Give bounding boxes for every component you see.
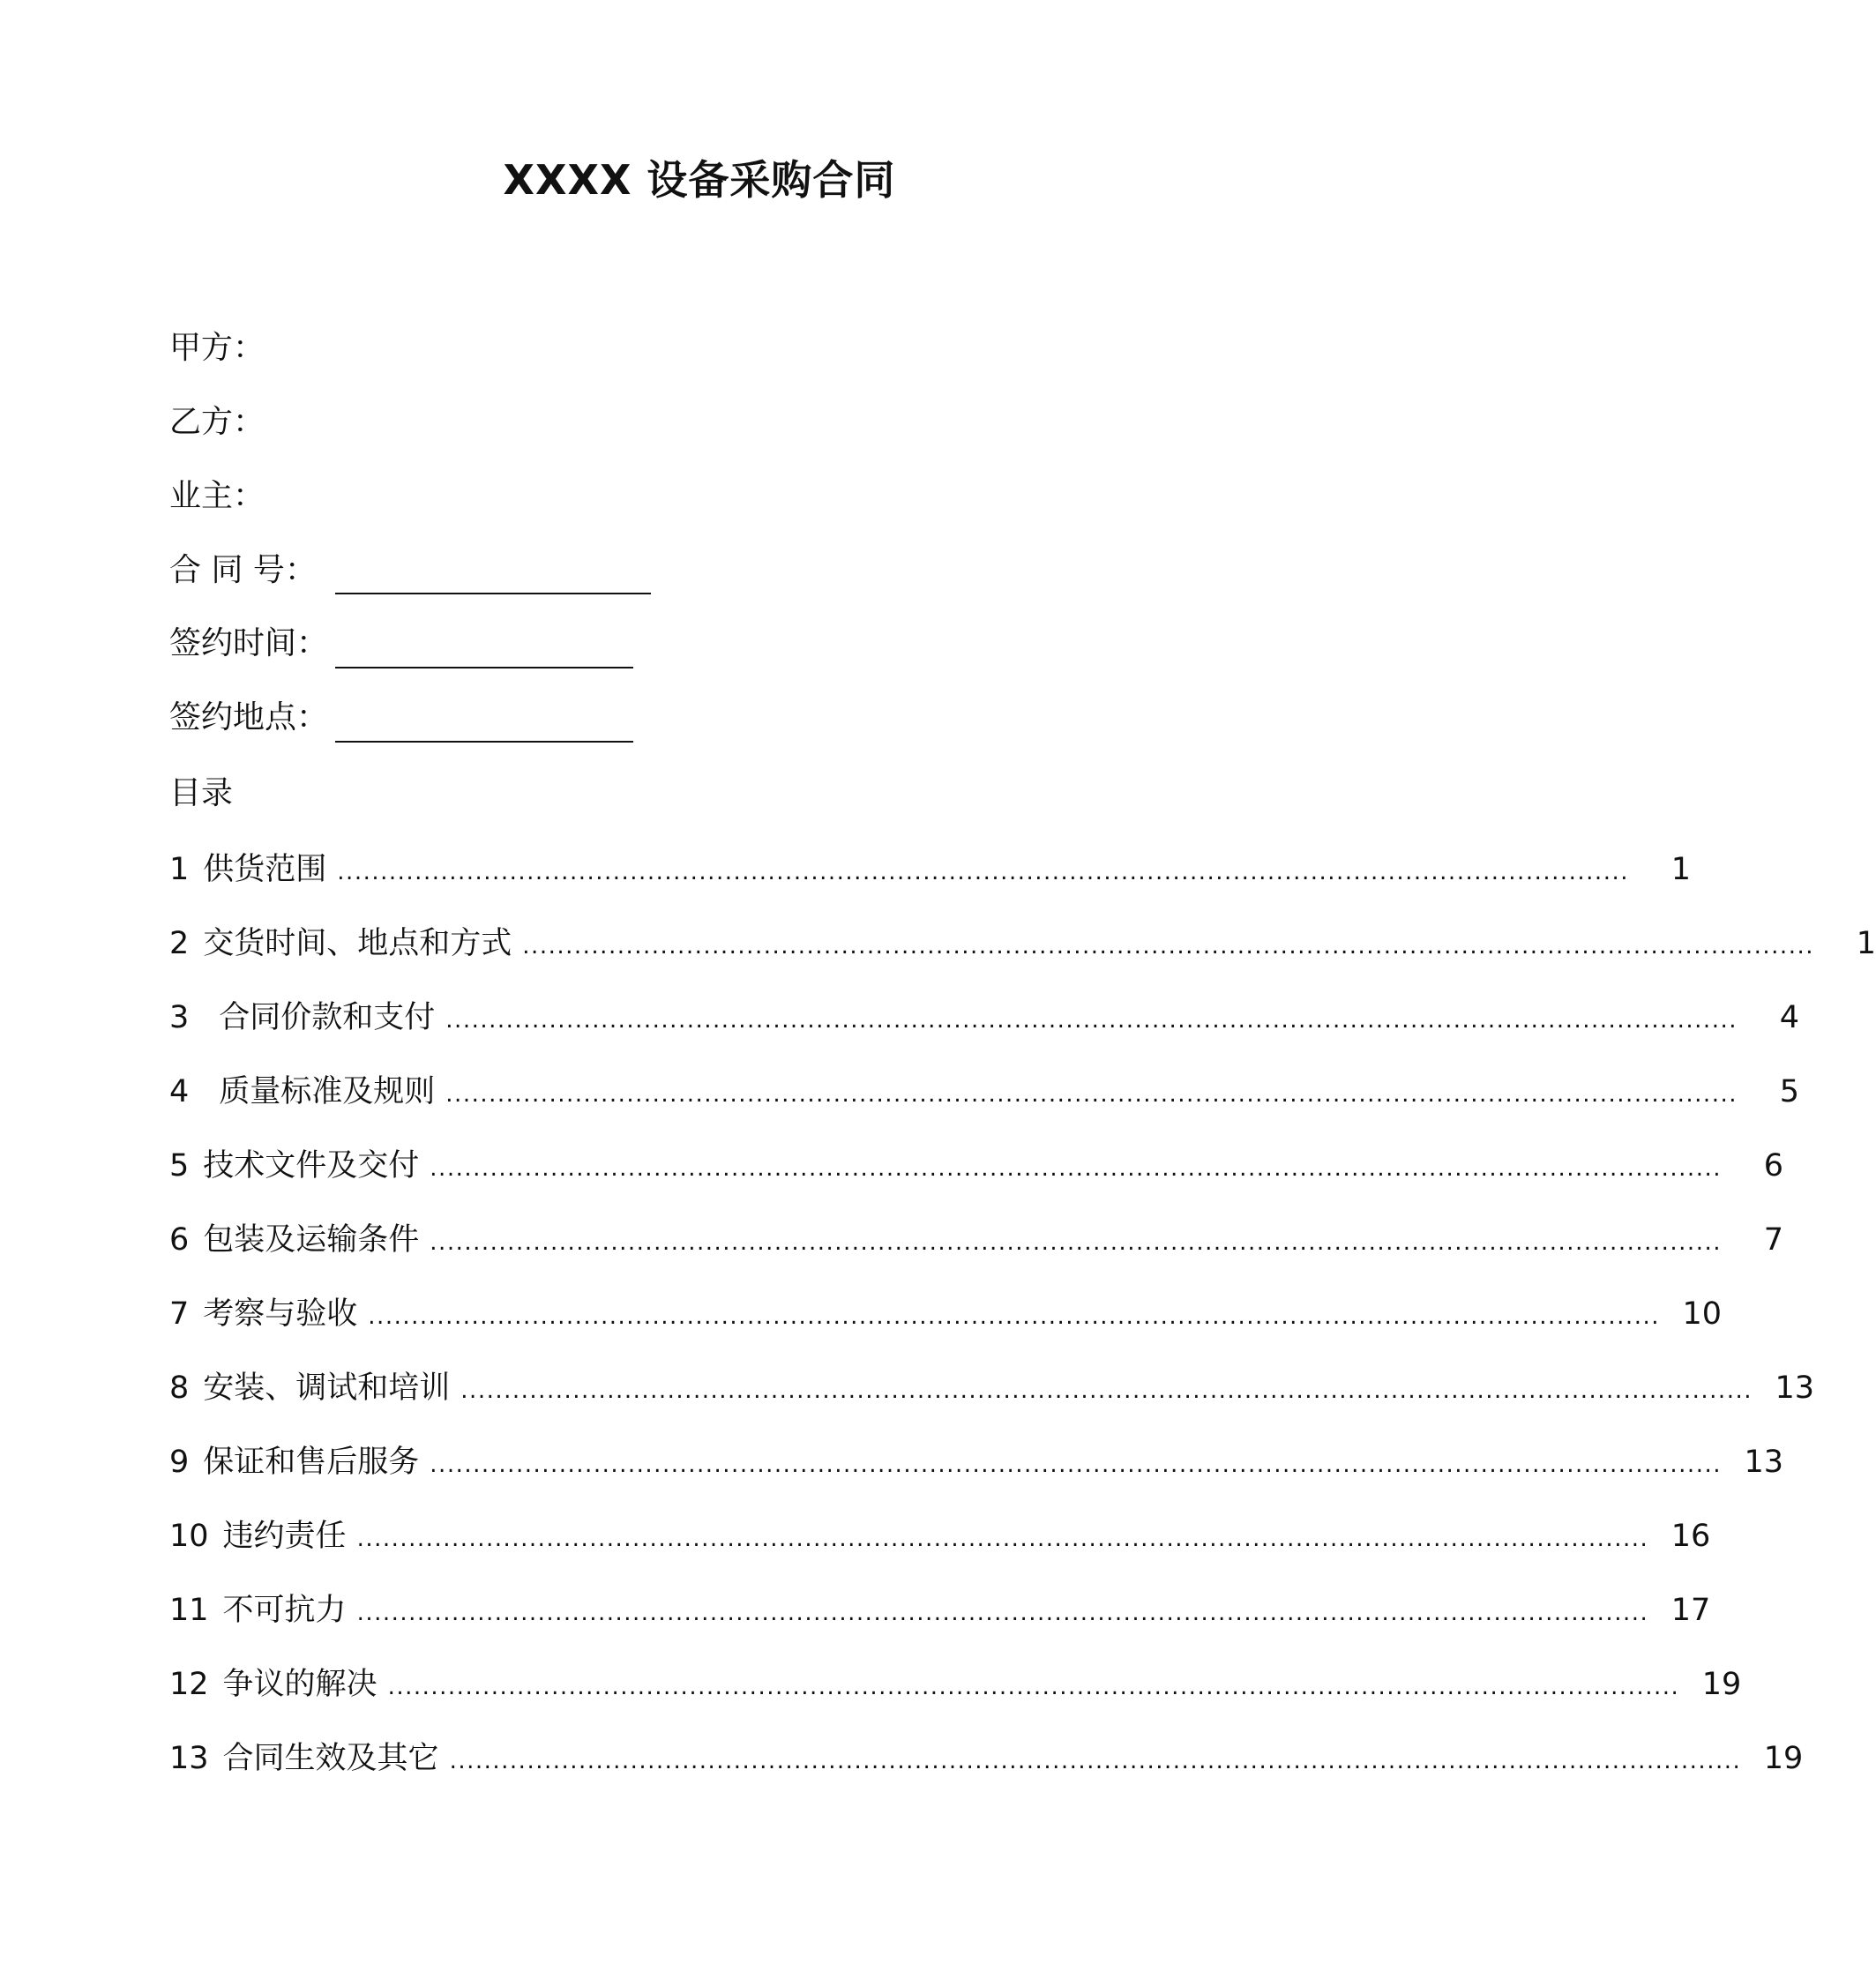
toc-entry-title: 不可抗力 (222, 1593, 347, 1628)
toc-dot-leader: ...................................................................................................................................................... (445, 1007, 1738, 1034)
toc-entry-page: 6 (1763, 1148, 1783, 1184)
toc-dot-leader: ...................................................................................................................................................... (430, 1452, 1722, 1478)
toc-entry-title: 争议的解决 (222, 1667, 377, 1702)
toc-entry[interactable] (169, 1221, 1783, 1295)
toc-entry-number: 6 (169, 1222, 190, 1258)
toc-entry-number: 1 (169, 852, 190, 887)
toc-dot-leader: ...................................................................................................................................................... (368, 1303, 1660, 1330)
toc-entry-number: 4 (169, 1074, 190, 1109)
toc-entry-number: 9 (169, 1445, 190, 1480)
toc-entry-page: 10 (1682, 1296, 1722, 1332)
party-b-field (169, 403, 265, 442)
toc-entry-page: 5 (1779, 1074, 1799, 1109)
party-a-field (169, 329, 265, 368)
sign-place-label: 签约地点： (169, 699, 329, 736)
toc-dot-leader: ...................................................................................................................................................... (522, 933, 1814, 960)
toc-entry-number: 5 (169, 1148, 190, 1184)
toc-entry-page: 19 (1701, 1667, 1742, 1702)
toc-entry[interactable] (169, 1665, 1742, 1739)
toc-dot-leader: ...................................................................................................................................................... (356, 1600, 1649, 1626)
toc-dot-leader: ...................................................................................................................................................... (356, 1526, 1649, 1552)
toc-entry-title: 违约责任 (222, 1519, 347, 1554)
toc-entry[interactable] (169, 1369, 1814, 1443)
toc-dot-leader: ...................................................................................................................................................... (387, 1674, 1680, 1700)
toc-heading: 目录 (169, 775, 234, 811)
toc-entry-page: 1 (1670, 852, 1691, 887)
contract-title: XXXX 设备采购合同 (503, 156, 896, 204)
toc-dot-leader: ...................................................................................................................................................... (449, 1748, 1742, 1774)
toc-entry-page: 7 (1763, 1222, 1783, 1258)
toc-entry-page: 13 (1775, 1370, 1814, 1406)
sign-date-field (169, 624, 328, 663)
party-a-label: 甲方： (169, 330, 265, 366)
toc-entry-page: 13 (1744, 1445, 1783, 1480)
toc-entry-page: 1 (1856, 926, 1876, 961)
toc-entry-number: 11 (169, 1593, 209, 1628)
toc-entry-title: 合同价款和支付 (219, 1000, 436, 1035)
toc-entry-title: 包装及运输条件 (203, 1222, 420, 1258)
toc-entry-number: 7 (169, 1296, 190, 1332)
sign-place-field (169, 698, 328, 737)
table-of-contents (169, 850, 1876, 1813)
toc-entry-number: 8 (169, 1370, 190, 1406)
toc-entry[interactable] (169, 1591, 1711, 1665)
toc-entry-title: 合同生效及其它 (222, 1741, 439, 1776)
toc-entry[interactable] (169, 1072, 1799, 1146)
toc-dot-leader: ...................................................................................................................................................... (430, 1155, 1722, 1182)
toc-entry-title: 交货时间、地点和方式 (203, 926, 512, 961)
toc-entry[interactable] (169, 1517, 1711, 1591)
toc-entry-number: 2 (169, 926, 190, 961)
toc-entry-number: 13 (169, 1741, 209, 1776)
toc-dot-leader: ...................................................................................................................................................... (430, 1229, 1722, 1256)
contract-number-label: 合 同 号： (169, 552, 317, 588)
toc-entry[interactable] (169, 924, 1876, 998)
sign-place-blank-line (335, 741, 633, 743)
toc-entry-page: 4 (1779, 1000, 1799, 1035)
toc-dot-leader: ...................................................................................................................................................... (445, 1081, 1738, 1108)
toc-dot-leader: ...................................................................................................................................................... (460, 1378, 1753, 1404)
toc-entry[interactable] (169, 850, 1691, 924)
toc-entry-title: 保证和售后服务 (203, 1445, 420, 1480)
toc-entry[interactable] (169, 998, 1799, 1072)
toc-entry-page: 17 (1670, 1593, 1711, 1628)
toc-entry[interactable] (169, 1443, 1783, 1517)
toc-entry-page: 16 (1670, 1519, 1711, 1554)
toc-entry-title: 供货范围 (203, 852, 327, 887)
toc-entry-number: 12 (169, 1667, 209, 1702)
party-b-label: 乙方： (169, 404, 265, 440)
owner-label: 业主： (169, 478, 265, 514)
toc-entry-number: 10 (169, 1519, 209, 1554)
toc-entry[interactable] (169, 1146, 1783, 1221)
toc-entry-title: 质量标准及规则 (219, 1074, 436, 1109)
sign-date-label: 签约时间： (169, 625, 329, 661)
toc-entry-page: 19 (1763, 1741, 1804, 1776)
sign-date-blank-line (335, 667, 633, 668)
contract-number-field (169, 551, 317, 590)
toc-entry-title: 安装、调试和培训 (203, 1370, 451, 1406)
toc-entry[interactable] (169, 1739, 1804, 1813)
contract-number-blank-line (335, 593, 651, 594)
toc-entry-title: 考察与验收 (203, 1296, 358, 1332)
toc-entry-title: 技术文件及交付 (203, 1148, 420, 1184)
toc-dot-leader: ...................................................................................................................................................... (337, 859, 1629, 885)
owner-field (169, 477, 265, 516)
toc-entry-number: 3 (169, 1000, 190, 1035)
toc-entry[interactable] (169, 1295, 1722, 1369)
